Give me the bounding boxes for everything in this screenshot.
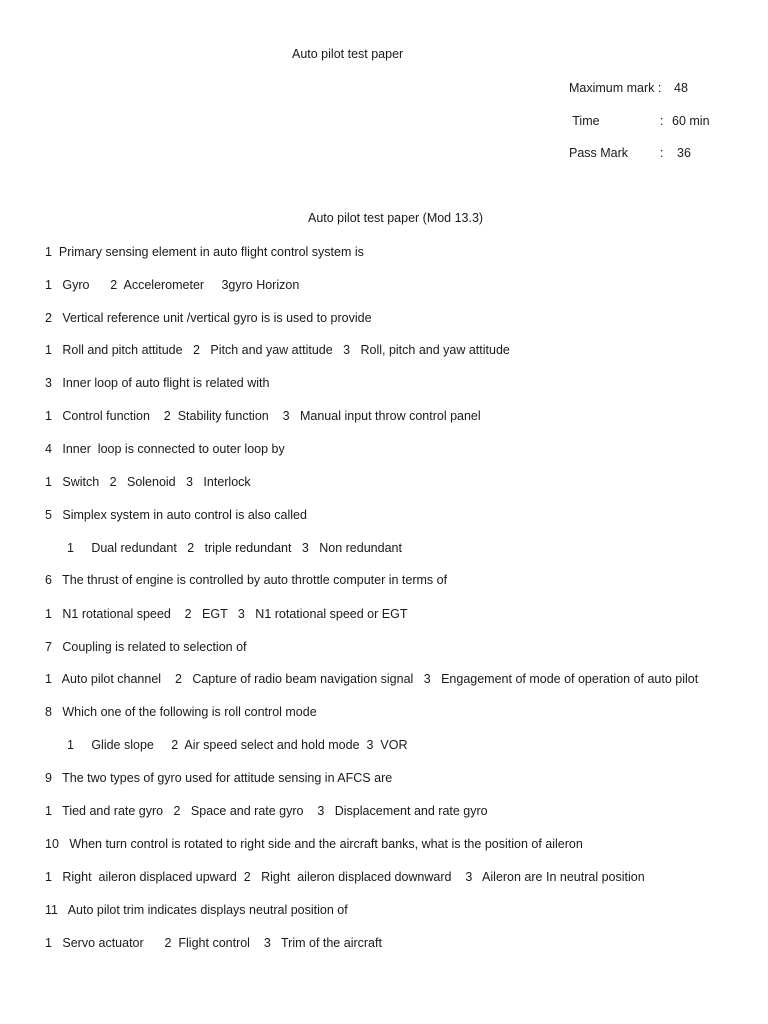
options-line: 1 Servo actuator 2 Flight control 3 Trim of the aircraft bbox=[45, 936, 382, 950]
question-line: 11 Auto pilot trim indicates displays neutral position of bbox=[45, 903, 348, 917]
question-line: 10 When turn control is rotated to right side and the aircraft banks, what is the position of aileron bbox=[45, 837, 583, 851]
page-title: Auto pilot test paper bbox=[292, 47, 404, 61]
meta-label: Time bbox=[569, 114, 600, 128]
paper-subtitle: Auto pilot test paper (Mod 13.3) bbox=[308, 211, 484, 225]
options-line: 1 Glide slope 2 Air speed select and hold mode 3 VOR bbox=[67, 738, 408, 752]
question-line: 8 Which one of the following is roll control mode bbox=[45, 705, 317, 719]
meta-label: Maximum mark : bbox=[569, 81, 662, 95]
question-line: 2 Vertical reference unit /vertical gyro is is used to provide bbox=[45, 311, 372, 325]
options-line: 1 Right aileron displaced upward 2 Right aileron displaced downward 3 Aileron are In neutral position bbox=[45, 870, 645, 884]
options-line: 1 Gyro 2 Accelerometer 3gyro Horizon bbox=[45, 278, 300, 292]
meta-value: 36 bbox=[677, 146, 691, 160]
options-line: 1 Switch 2 Solenoid 3 Interlock bbox=[45, 475, 251, 489]
question-line: 3 Inner loop of auto flight is related with bbox=[45, 376, 270, 390]
question-line: 4 Inner loop is connected to outer loop by bbox=[45, 442, 285, 456]
meta-value: 48 bbox=[674, 81, 688, 95]
meta-pass-mark bbox=[569, 146, 691, 216]
question-line: 5 Simplex system in auto control is also called bbox=[45, 508, 307, 522]
meta-colon: : bbox=[660, 146, 664, 160]
meta-label: Pass Mark bbox=[569, 146, 629, 160]
meta-colon: : bbox=[660, 114, 664, 128]
options-line: 1 Dual redundant 2 triple redundant 3 Non redundant bbox=[67, 541, 402, 555]
question-line: 7 Coupling is related to selection of bbox=[45, 640, 247, 654]
options-line: 1 N1 rotational speed 2 EGT 3 N1 rotational speed or EGT bbox=[45, 607, 408, 621]
options-line: 1 Roll and pitch attitude 2 Pitch and yaw attitude 3 Roll, pitch and yaw attitude bbox=[45, 343, 510, 357]
question-line: 9 The two types of gyro used for attitude sensing in AFCS are bbox=[45, 771, 393, 785]
meta-value: 60 min bbox=[672, 114, 710, 128]
options-line: 1 Auto pilot channel 2 Capture of radio beam navigation signal 3 Engagement of mode of operation of auto pilot bbox=[45, 672, 699, 686]
question-line: 6 The thrust of engine is controlled by auto throttle computer in terms of bbox=[45, 573, 448, 587]
options-line: 1 Control function 2 Stability function 3 Manual input throw control panel bbox=[45, 409, 481, 423]
question-line: 1 Primary sensing element in auto flight control system is bbox=[45, 245, 364, 259]
options-line: 1 Tied and rate gyro 2 Space and rate gyro 3 Displacement and rate gyro bbox=[45, 804, 488, 818]
